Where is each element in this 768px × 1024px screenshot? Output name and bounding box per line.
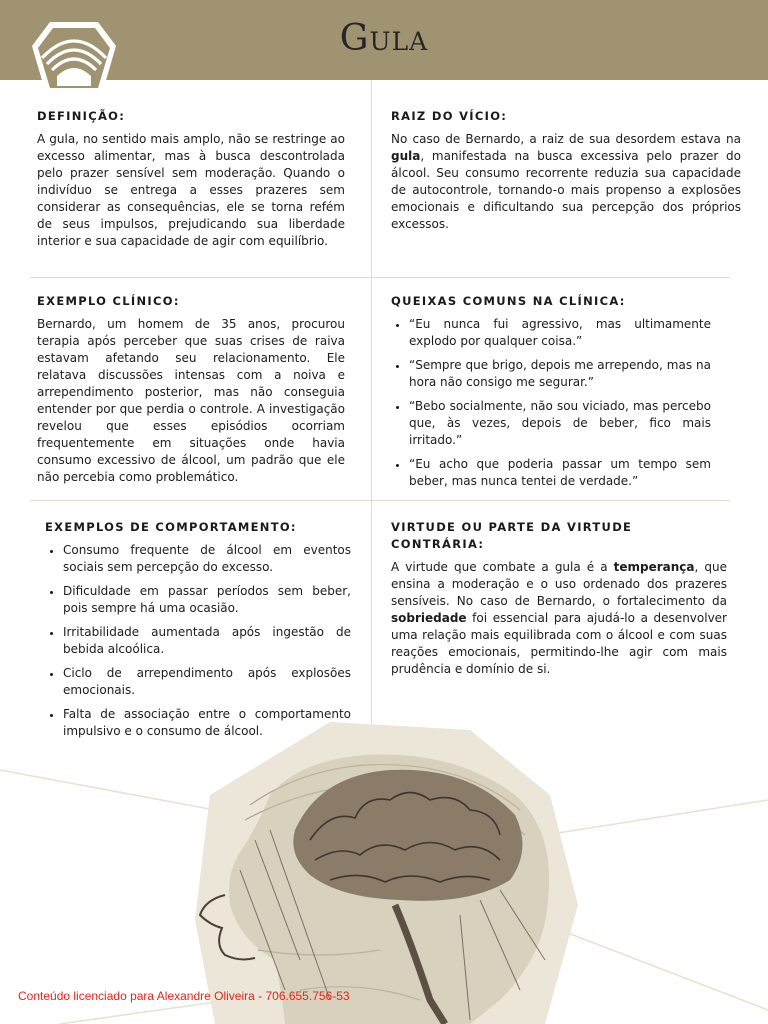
row-divider	[30, 277, 730, 278]
column-divider	[371, 80, 372, 750]
contrary-virtue-text: A virtude que combate a gula é a temperança, que ensina a moderação e o uso ordenado dos prazeres sensíveis. No caso de Bernardo, o fortalecimento da sobriedade foi essencial para ajudá-lo a desenvolver uma relação mais equilibrada com o álcool e com suas reações emocionais, permitindo-lhe agir com mais prudência e domínio de si.	[391, 560, 728, 676]
page-title: Gula	[339, 18, 429, 59]
row-divider	[30, 500, 730, 501]
root-vice-section	[391, 108, 741, 233]
clinical-example-section	[37, 293, 345, 486]
root-vice-heading: RAIZ DO VÍCIO:	[391, 109, 508, 123]
common-complaints-heading: QUEIXAS COMUNS NA CLÍNICA:	[391, 294, 626, 308]
definition-heading: DEFINIÇÃO:	[37, 109, 126, 123]
list-item: • Falta de associação entre o comportamento impulsivo e o consumo de álcool.	[63, 706, 351, 740]
list-item: • “Eu acho que poderia passar um tempo sem beber, mas nunca tentei de verdade.”	[409, 456, 711, 490]
root-vice-text: No caso de Bernardo, a raiz de sua desordem estava na gula, manifestada na busca excessiva pelo prazer do álcool. Seu consumo recorrente reduzia sua capacidade de autocontrole, tornando-o mais propenso a explosões emocionais e dificultando sua percepção dos próprios excessos.	[391, 132, 741, 231]
list-item: • “Bebo socialmente, não sou viciado, mas percebo que, às vezes, depois de beber, fico mais irritado.”	[409, 398, 711, 449]
list-item: • Irritabilidade aumentada após ingestão de bebida alcoólica.	[63, 624, 351, 658]
license-notice: Conteúdo licenciado para Alexandre Oliveira - 706.655.756-53	[18, 989, 350, 1003]
list-item: • Dificuldade em passar períodos sem beber, pois sempre há uma ocasião.	[63, 583, 351, 617]
definition-section	[37, 108, 345, 250]
behavior-examples-heading: EXEMPLOS DE COMPORTAMENTO:	[45, 520, 297, 534]
common-complaints-section	[391, 293, 711, 497]
list-item: • Ciclo de arrependimento após explosões emocionais.	[63, 665, 351, 699]
head-brain-xray-illustration-icon	[0, 700, 768, 1024]
contrary-virtue-heading: VIRTUDE OU PARTE DA VIRTUDE CONTRÁRIA:	[391, 520, 633, 551]
clinical-example-heading: EXEMPLO CLÍNICO:	[37, 294, 180, 308]
list-item: • “Sempre que brigo, depois me arrependo, mas na hora não consigo me segurar.”	[409, 357, 711, 391]
list-item: • Consumo frequente de álcool em eventos sociais sem percepção do excesso.	[63, 542, 351, 576]
clinical-example-text: Bernardo, um homem de 35 anos, procurou terapia após perceber que suas crises de raiva estavam afetando seu relacionamento. Ele relatava discussões intensas com a noiva e arrependimento posterior, mas não conseguia entender por que perdia o controle. A investigação revelou que esses episódios ocorriam frequentemente em situações onde havia consumo excessivo de álcool, um padrão que ele não percebia como problemático.	[37, 317, 345, 484]
complaints-list	[391, 316, 711, 490]
list-item: • “Eu nunca fui agressivo, mas ultimamente explodo por qualquer coisa.”	[409, 316, 711, 350]
contrary-virtue-section	[391, 519, 727, 678]
definition-text: A gula, no sentido mais amplo, não se restringe ao excesso alimentar, mas à busca descontrolada pelo prazer sensível sem moderação. Quando o indivíduo se entrega a esses prazeres sem considerar as consequências, ele se torna refém de seus impulsos, prejudicando sua liberdade interior e sua capacidade de agir com equilíbrio.	[37, 132, 345, 248]
